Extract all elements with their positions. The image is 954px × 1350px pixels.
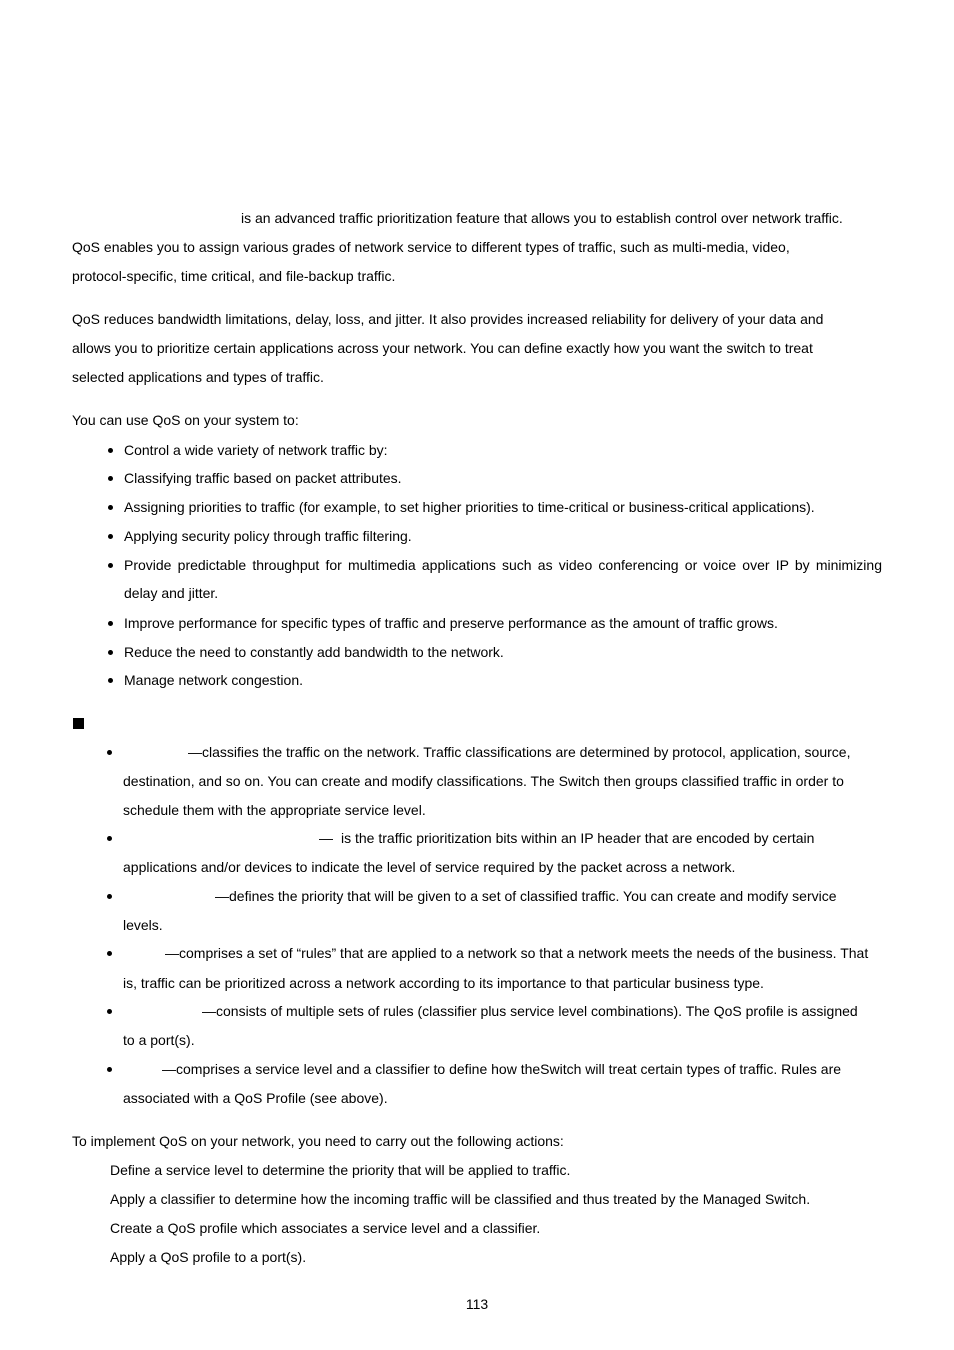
para2-line-1: QoS reduces bandwidth limitations, delay, loss, and jitter. It also provides increased reliability for delivery of your data and: [72, 311, 824, 327]
implement-step: Apply a QoS profile to a port(s).: [110, 1249, 307, 1265]
term-qos-profile-line-2: to a port(s).: [123, 1032, 195, 1048]
dash-separator: —: [162, 1061, 176, 1077]
intro-line-3: protocol-specific, time critical, and file-backup traffic.: [72, 268, 396, 284]
bullet-icon: [108, 650, 113, 655]
bullet-icon: [108, 678, 113, 683]
bullet-icon: [108, 448, 113, 453]
bullet-icon: [107, 1009, 112, 1014]
bullet-icon: [108, 534, 113, 539]
dash-separator: —: [188, 744, 202, 760]
section-square-icon: [73, 718, 84, 729]
dash-separator: —: [165, 945, 179, 961]
para2-line-2: allows you to prioritize certain applications across your network. You can define exactly how you want the switch to treat: [72, 340, 813, 356]
list-item: Reduce the need to constantly add bandwidth to the network.: [124, 644, 504, 660]
uses-lead: You can use QoS on your system to:: [72, 412, 299, 428]
bullet-icon: [108, 476, 113, 481]
term-qos-profile-line-1: consists of multiple sets of rules (classifier plus service level combinations). The QoS profile is assigned: [216, 1003, 858, 1019]
bullet-icon: [107, 836, 112, 841]
implement-step: Create a QoS profile which associates a service level and a classifier.: [110, 1220, 541, 1236]
term-service-level-line-1: defines the priority that will be given to a set of classified traffic. You can create and modify service: [229, 888, 837, 904]
bullet-icon: [108, 621, 113, 626]
list-item: Assigning priorities to traffic (for example, to set higher priorities to time-critical or business-critical applications).: [124, 499, 815, 515]
bullet-icon: [107, 750, 112, 755]
bullet-icon: [108, 563, 113, 568]
term-rules-line-2: associated with a QoS Profile (see above).: [123, 1090, 388, 1106]
bullet-icon: [107, 951, 112, 956]
dash-separator: —: [215, 888, 229, 904]
intro-line-2: QoS enables you to assign various grades of network service to different types of traffic, such as multi-media, video,: [72, 239, 790, 255]
term-classifier-line-3: schedule them with the appropriate service level.: [123, 802, 426, 818]
term-dscp-line-1: is the traffic prioritization bits within an IP header that are encoded by certain: [341, 830, 815, 846]
list-item: Classifying traffic based on packet attributes.: [124, 470, 402, 486]
dash-separator: —: [319, 830, 333, 846]
dash-separator: —: [202, 1003, 216, 1019]
term-classifier-line-1: classifies the traffic on the network. Traffic classifications are determined by protocol, application, source,: [202, 744, 851, 760]
term-dscp-line-2: applications and/or devices to indicate the level of service required by the packet across a network.: [123, 859, 736, 875]
list-item-continuation: delay and jitter.: [124, 585, 219, 601]
implement-lead: To implement QoS on your network, you need to carry out the following actions:: [72, 1133, 564, 1149]
list-item: Control a wide variety of network traffic by:: [124, 442, 388, 458]
list-item: Provide predictable throughput for multimedia applications such as video conferencing or voice over IP by minimizing: [124, 557, 882, 573]
para2-line-3: selected applications and types of traffic.: [72, 369, 324, 385]
term-classifier-line-2: destination, and so on. You can create and modify classifications. The Switch then groups classified traffic in order to: [123, 773, 844, 789]
term-rules-line-1: comprises a service level and a classifier to define how theSwitch will treat certain types of traffic. Rules are: [176, 1061, 842, 1077]
intro-line-1: is an advanced traffic prioritization feature that allows you to establish control over network traffic.: [241, 210, 843, 226]
page-number: 113: [465, 1296, 489, 1312]
bullet-icon: [108, 505, 113, 510]
bullet-icon: [107, 1067, 112, 1072]
bullet-icon: [107, 894, 112, 899]
list-item: Improve performance for specific types of traffic and preserve performance as the amount of traffic grows.: [124, 615, 778, 631]
list-item: Applying security policy through traffic filtering.: [124, 528, 412, 544]
term-policy-line-2: is, traffic can be prioritized across a network according to its importance to that particular business type.: [123, 975, 764, 991]
implement-step: Apply a classifier to determine how the incoming traffic will be classified and thus treated by the Managed Switch.: [110, 1191, 811, 1207]
term-service-level-line-2: levels.: [123, 917, 163, 933]
list-item: Manage network congestion.: [124, 672, 303, 688]
term-policy-line-1: comprises a set of “rules” that are applied to a network so that a network meets the needs of the business. That: [179, 945, 869, 961]
implement-step: Define a service level to determine the priority that will be applied to traffic.: [110, 1162, 571, 1178]
